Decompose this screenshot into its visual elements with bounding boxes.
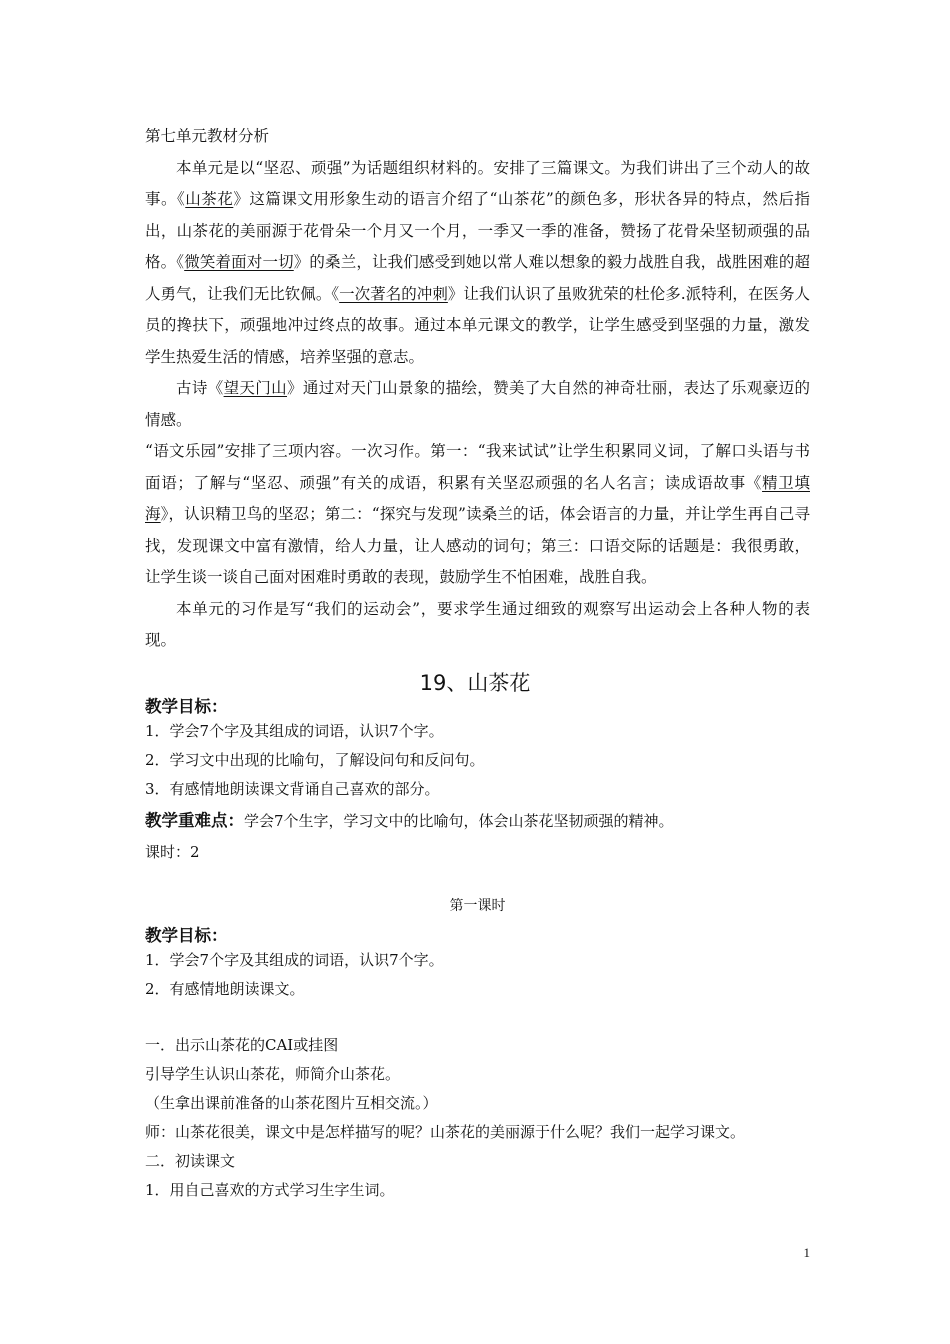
goal-item: 1．学会7个字及其组成的词语，认识7个字。 <box>145 951 444 969</box>
key-text: 学会7个生字，学习文中的比喻句，体会山茶花坚韧顽强的精神。 <box>244 812 674 830</box>
text-run: 古诗《 <box>176 379 224 397</box>
link-chongci[interactable]: 一次著名的冲刺 <box>339 284 448 303</box>
unit-heading: 第七单元教材分析 <box>145 127 270 145</box>
lesson-goals <box>145 697 810 867</box>
goal-item: 3．有感情地朗读课文背诵自己喜欢的部分。 <box>145 780 440 798</box>
text-run: 本单元是以“坚忍、顽强”为话题组织材料的。安排了三篇课文。为我们讲出了三个动人的故事。《 <box>145 158 810 208</box>
lesson-title: 19、山茶花 <box>419 671 531 695</box>
text-run: 》的桑兰，让我们感受到她以常人难以想象的毅力战胜自我，战胜困难的超人勇气，让我们无比钦佩。《 <box>145 253 810 303</box>
text-run: 》，认识精卫鸟的坚忍；第二：“探究与发现”读桑兰的话，体会语言的力量，并让学生再自己寻找，发现课文中富有激情，给人力量，让人感动的词句；第三：口语交际的话题是：我很勇敢，让学生谈一谈自己面对困难时勇敢的表现，鼓励学生不怕困难，战胜自我。 <box>145 505 810 586</box>
step-line: 一．出示山茶花的CAI或挂图 <box>145 1036 339 1054</box>
link-wangtianmenshan[interactable]: 望天门山 <box>223 379 288 397</box>
key-points <box>145 804 810 838</box>
unit-paragraph-2 <box>145 373 810 436</box>
goal-item: 2．学习文中出现的比喻句，了解设问句和反问句。 <box>145 751 485 769</box>
unit-paragraph-1 <box>145 153 810 374</box>
step-line: 引导学生认识山茶花，师简介山茶花。 <box>145 1065 401 1083</box>
step-line: 师：山茶花很美，课文中是怎样描写的呢？山茶花的美丽源于什么呢？我们一起学习课文。 <box>145 1123 746 1141</box>
link-weixiao[interactable]: 微笑着面对一切 <box>184 253 294 271</box>
goal-item: 1．学会7个字及其组成的词语，认识7个字。 <box>145 722 444 740</box>
link-shanchahua[interactable]: 山茶花 <box>185 190 234 208</box>
unit-paragraph-3 <box>145 436 810 594</box>
period-1-steps <box>145 1031 810 1205</box>
page-number: 1 <box>803 1245 810 1260</box>
goals-heading: 教学目标： <box>145 697 228 716</box>
class-hours: 课时：2 <box>145 843 200 861</box>
period-goals-heading: 教学目标： <box>145 926 228 945</box>
text-run: “语文乐园”安排了三项内容。一次习作。第一：“我来试试”让学生积累同义词，了解口头语与书面语；了解与“坚忍、顽强”有关的成语，积累有关坚忍顽强的名人名言；读成语故事《 <box>145 442 810 492</box>
key-heading: 教学重难点： <box>145 811 244 830</box>
period-1 <box>145 892 810 921</box>
text-run: 》让我们认识了虽败犹荣的杜伦多.派特利，在医务人员的搀扶下，顽强地冲过终点的故事。通过本单元课文的教学，让学生感受到坚强的力量，激发学生热爱生活的情感，培养坚强的意志。 <box>145 284 810 366</box>
unit-analysis <box>145 121 810 657</box>
unit-paragraph-4: 本单元的习作是写“我们的运动会”，要求学生通过细致的观察写出运动会上各种人物的表现。 <box>145 599 810 649</box>
step-line: 1．用自己喜欢的方式学习生字生词。 <box>145 1181 395 1199</box>
step-line: （生拿出课前准备的山茶花图片互相交流。） <box>145 1094 438 1112</box>
link-jingweitianhai[interactable]: 精卫填海 <box>145 473 810 523</box>
period-title: 第一课时 <box>449 898 506 914</box>
text-run: 》通过对天门山景象的描绘，赞美了大自然的神奇壮丽，表达了乐观豪迈的情感。 <box>145 379 810 429</box>
step-line: 二．初读课文 <box>145 1152 236 1170</box>
period-1-goals <box>145 926 810 1004</box>
text-run: 》这篇课文用形象生动的语言介绍了“山茶花”的颜色多，形状各异的特点，然后指出，山茶花的美丽源于花骨朵一个月又一个月，一季又一季的准备，赞扬了花骨朵坚韧顽强的品格。《 <box>145 190 810 271</box>
goal-item: 2．有感情地朗读课文。 <box>145 980 305 998</box>
